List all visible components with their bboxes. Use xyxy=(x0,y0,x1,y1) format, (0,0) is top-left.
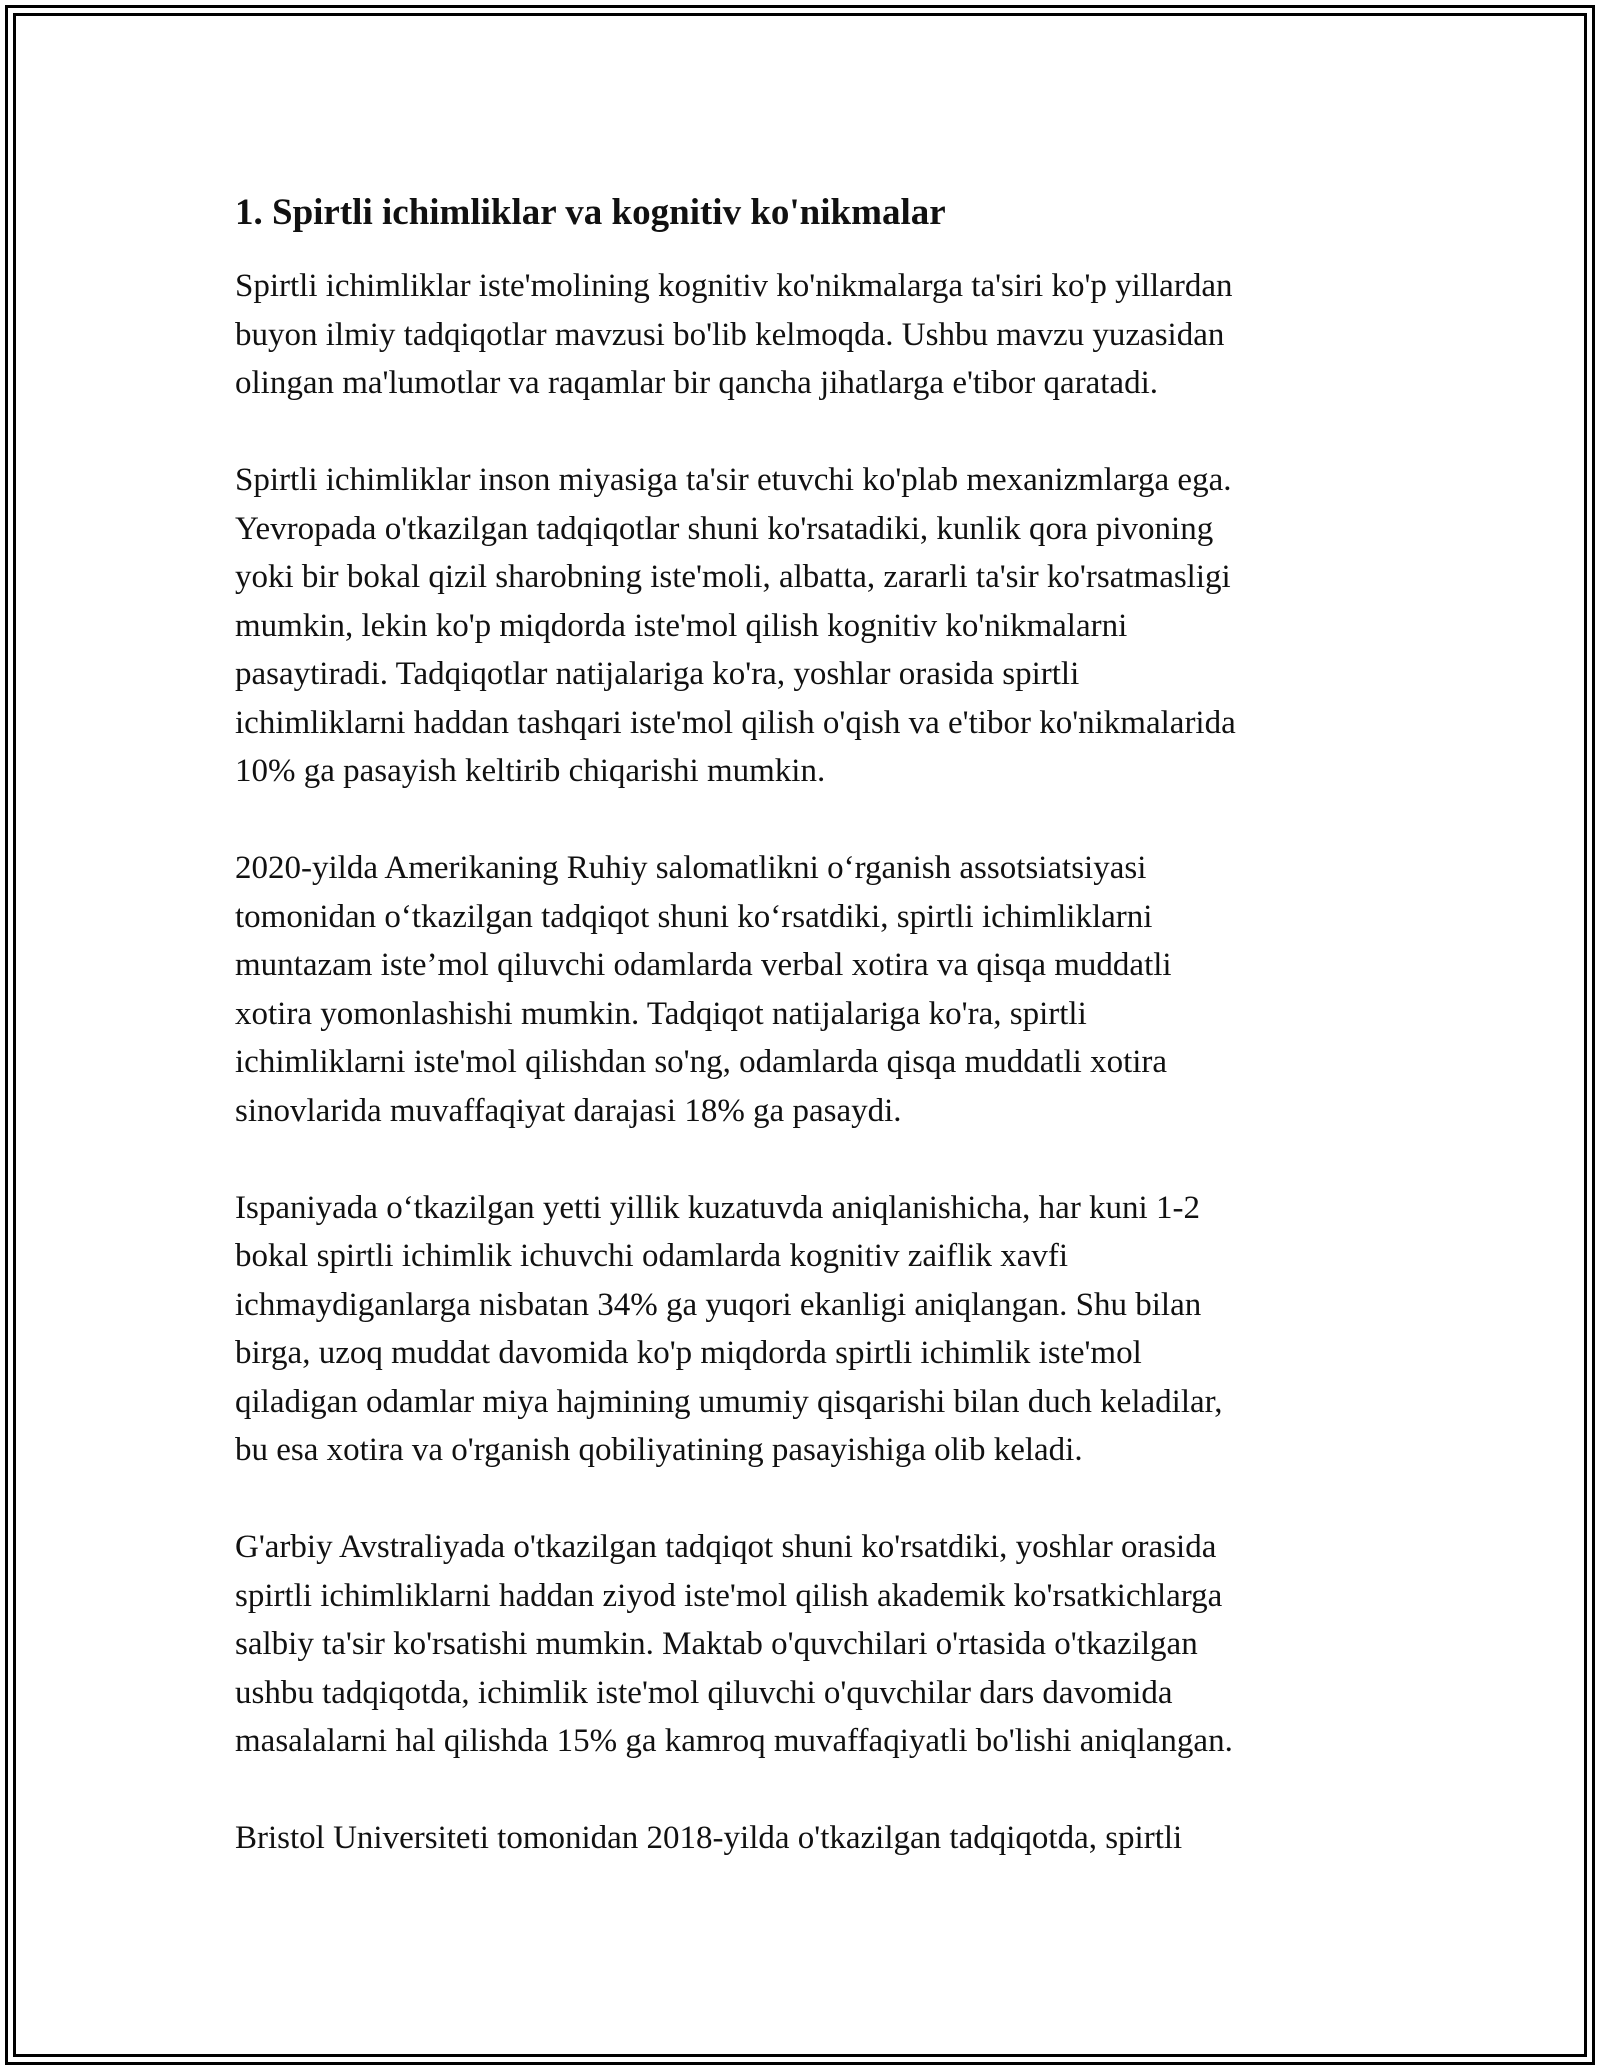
section-heading: 1. Spirtli ichimliklar va kognitiv ko'nikmalar xyxy=(235,192,946,233)
paragraph-intro: Spirtli ichimliklar iste'molining kognitiv ko'nikmalarga ta'siri ko'p yillardan buyon ilmiy tadqiqotlar mavzusi bo'lib kelmoqda. Ushbu mavzu yuzasidan olingan ma'lumotlar va raqamlar bir qancha jihatlarga e'tibor qaratadi. xyxy=(235,268,1233,401)
document-body xyxy=(235,188,1365,1911)
paragraph-europe-study: Spirtli ichimliklar inson miyasiga ta'sir etuvchi ko'plab mexanizmlarga ega. Yevropada o'tkazilgan tadqiqotlar shuni ko'rsatadiki, kunlik qora pivoning yoki bir bokal qizil sharobning iste'moli, albatta, zararli ta'sir ko'rsatmasligi mumkin, lekin ko'p miqdorda iste'mol qilish kognitiv ko'nikmalarni pasaytiradi. Tadqiqotlar natijalariga ko'ra, yoshlar orasida spirtli ichimliklarni haddan tashqari iste'mol qilish o'qish va e'tibor ko'nikmalarida 10% ga pasayish keltirib chiqarishi mumkin. xyxy=(235,462,1236,789)
paragraph-america-study: 2020-yilda Amerikaning Ruhiy salomatlikni o‘rganish assotsiatsiyasi tomonidan o‘tkazilgan tadqiqot shuni ko‘rsatdiki, spirtli ichimliklarni muntazam iste’mol qiluvchi odamlarda verbal xotira va qisqa muddatli xotira yomonlashishi mumkin. Tadqiqot natijalariga ko'ra, spirtli ichimliklarni iste'mol qilishdan so'ng, odamlarda qisqa muddatli xotira sinovlarida muvaffaqiyat darajasi 18% ga pasaydi. xyxy=(235,850,1172,1129)
paragraph-australia-study: G'arbiy Avstraliyada o'tkazilgan tadqiqot shuni ko'rsatdiki, yoshlar orasida spirtli ichimliklarni haddan ziyod iste'mol qilish akademik ko'rsatkichlarga salbiy ta'sir ko'rsatishi mumkin. Maktab o'quvchilari o'rtasida o'tkazilgan ushbu tadqiqotda, ichimlik iste'mol qiluvchi o'quvchilar dars davomida masalalarni hal qilishda 15% ga kamroq muvaffaqiyatli bo'lishi aniqlangan. xyxy=(235,1529,1233,1759)
paragraph-spain-study: Ispaniyada o‘tkazilgan yetti yillik kuzatuvda aniqlanishicha, har kuni 1-2 bokal spirtli ichimlik ichuvchi odamlarda kognitiv zaiflik xavfi ichmaydiganlarga nisbatan 34% ga yuqori ekanligi aniqlangan. Shu bilan birga, uzoq muddat davomida ko'p miqdorda spirtli ichimlik iste'mol qiladigan odamlar miya hajmining umumiy qisqarishi bilan duch keladilar, bu esa xotira va o'rganish qobiliyatining pasayishiga olib keladi. xyxy=(235,1189,1223,1468)
paragraph-bristol-study: Bristol Universiteti tomonidan 2018-yilda o'tkazilgan tadqiqotda, spirtli xyxy=(235,1820,1183,1856)
